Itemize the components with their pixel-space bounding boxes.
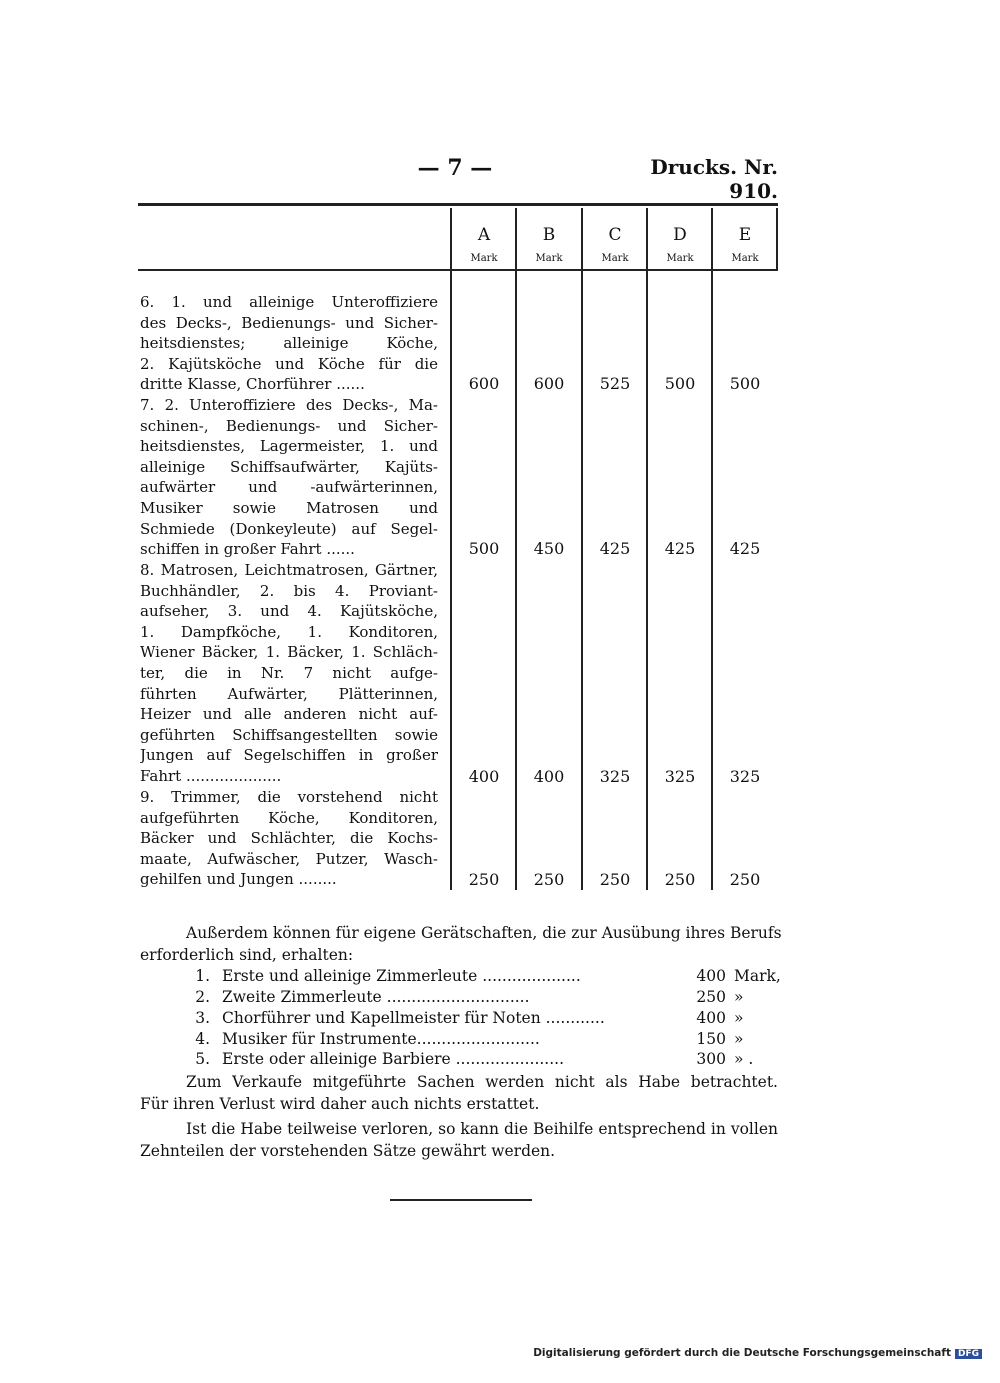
tool-allowance-item	[190, 1029, 778, 1050]
entry-line: des Decks-, Bedienungs- und Sicher-	[140, 313, 438, 332]
table-row-7-label	[140, 395, 438, 560]
entry-line: schinen-, Bedienungs- und Sicher-	[140, 416, 438, 435]
tools-intro-paragraph	[140, 922, 782, 966]
table-cell: 250	[729, 870, 761, 889]
column-unit: Mark	[731, 253, 759, 264]
table-cell: 425	[599, 539, 631, 558]
item-unit: »	[734, 1009, 744, 1027]
column-letter: B	[542, 225, 556, 245]
table-cell: 600	[533, 374, 565, 393]
table-cell: 325	[664, 767, 696, 786]
item-number: 4.	[195, 1030, 210, 1048]
column-header-d	[647, 225, 713, 264]
table-row-6-label	[140, 292, 438, 395]
paragraph-line: Zum Verkaufe mitgeführte Sachen werden nicht als Habe betrachtet.	[186, 1073, 778, 1091]
column-unit: Mark	[601, 253, 629, 264]
entry-line: Musiker sowie Matrosen und	[140, 498, 438, 517]
entry-line: Buchhändler, 2. bis 4. Proviant-	[140, 581, 438, 600]
table-cell: 250	[468, 870, 500, 889]
table-head-rule	[138, 269, 778, 271]
entry-line: 1. Dampfköche, 1. Konditoren,	[140, 622, 438, 641]
table-cell: 250	[599, 870, 631, 889]
entry-line: Bäcker und Schlächter, die Kochs-	[140, 829, 438, 848]
sale-note-paragraph	[140, 1071, 778, 1115]
item-amount: 300	[696, 1050, 726, 1068]
table-cell: 425	[729, 539, 761, 558]
item-number: 5.	[195, 1050, 210, 1068]
entry-line: dritte Klasse, Chorführer ......	[140, 375, 365, 394]
partial-loss-paragraph	[140, 1118, 778, 1162]
item-amount: 150	[696, 1030, 726, 1048]
entry-line: Wiener Bäcker, 1. Bäcker, 1. Schläch-	[140, 643, 438, 662]
column-header-a	[451, 225, 517, 264]
entry-line: heitsdienstes, Lagermeister, 1. und	[140, 437, 438, 456]
item-amount: 250	[696, 988, 726, 1006]
column-unit: Mark	[535, 253, 563, 264]
table-cell: 500	[468, 539, 500, 558]
table-top-rule	[138, 203, 778, 206]
entry-line: schiffen in großer Fahrt ......	[140, 540, 355, 559]
entry-line: maate, Aufwäscher, Putzer, Wasch-	[140, 849, 438, 868]
item-label: Zweite Zimmerleute .............................	[222, 988, 530, 1006]
column-letter: C	[608, 225, 622, 245]
page-number: — 7 —	[417, 155, 493, 181]
item-number: 3.	[195, 1009, 210, 1027]
entry-line: aufgeführten Köche, Konditoren,	[140, 808, 438, 827]
table-cell: 425	[664, 539, 696, 558]
item-amount: 400	[696, 967, 726, 985]
entry-line: 8. Matrosen, Leichtmatrosen, Gärtner,	[140, 561, 438, 579]
entry-line: ter, die in Nr. 7 nicht aufge-	[140, 663, 438, 682]
entry-line: 9. Trimmer, die vorstehend nicht	[140, 788, 438, 806]
paragraph-line: Ist die Habe teilweise verloren, so kann die Beihilfe entsprechend in vollen	[186, 1120, 778, 1138]
item-label: Chorführer und Kapellmeister für Noten ............	[222, 1009, 605, 1027]
tool-allowance-item	[190, 1049, 778, 1070]
entry-line: 2. Kajütsköche und Köche für die	[140, 354, 438, 373]
table-cell: 400	[533, 767, 565, 786]
column-unit: Mark	[666, 253, 694, 264]
closing-rule	[390, 1199, 532, 1201]
entry-line: heitsdienstes; alleinige Köche,	[140, 334, 438, 353]
entry-line: geführten Schiffsangestellten sowie	[140, 725, 438, 744]
table-cell: 500	[729, 374, 761, 393]
tool-allowance-item	[190, 1008, 778, 1029]
paragraph-line: erforderlich sind, erhalten:	[140, 946, 354, 964]
entry-line: gehilfen und Jungen ........	[140, 870, 337, 889]
paragraph-line: Für ihren Verlust wird daher auch nichts erstattet.	[140, 1095, 540, 1113]
entry-line: Fahrt ....................	[140, 766, 282, 785]
paragraph-line: Zehnteilen der vorstehenden Sätze gewährt werden.	[140, 1142, 556, 1160]
table-row-8-label	[140, 560, 438, 787]
table-row-9-label	[140, 787, 438, 890]
table-cell: 450	[533, 539, 565, 558]
entry-line: aufwärter und -aufwärterinnen,	[140, 478, 438, 497]
table-cell: 500	[664, 374, 696, 393]
item-amount: 400	[696, 1009, 726, 1027]
tool-allowance-item	[190, 987, 778, 1008]
funding-note	[533, 1347, 982, 1359]
entry-line: aufseher, 3. und 4. Kajütsköche,	[140, 602, 438, 621]
item-label: Erste oder alleinige Barbiere ......................	[222, 1050, 565, 1068]
item-label: Erste und alleinige Zimmerleute ....................	[222, 967, 581, 985]
column-letter: A	[477, 225, 491, 245]
item-unit: Mark,	[734, 967, 781, 985]
entry-line: Schmiede (Donkeyleute) auf Segel-	[140, 519, 438, 538]
column-letter: E	[738, 225, 752, 245]
column-unit: Mark	[470, 253, 498, 264]
item-label: Musiker für Instrumente.........................	[222, 1030, 540, 1048]
dfg-logo: DFG	[955, 1349, 982, 1359]
paragraph-line: Außerdem können für eigene Gerätschaften, die zur Ausübung ihres Berufs	[186, 924, 782, 942]
entry-line: Heizer und alle anderen nicht auf-	[140, 705, 438, 724]
entry-line: Jungen auf Segelschiffen in großer	[140, 746, 438, 765]
item-number: 2.	[195, 988, 210, 1006]
column-header-b	[516, 225, 582, 264]
table-cell: 600	[468, 374, 500, 393]
table-cell: 250	[664, 870, 696, 889]
entry-line: 6. 1. und alleinige Unteroffiziere	[140, 293, 438, 311]
table-cell: 400	[468, 767, 500, 786]
table-cell: 325	[729, 767, 761, 786]
column-header-c	[582, 225, 648, 264]
item-unit: » .	[734, 1050, 754, 1068]
funding-text: Digitalisierung gefördert durch die Deutsche Forschungsgemeinschaft	[533, 1347, 951, 1359]
table-cell: 325	[599, 767, 631, 786]
entry-line: 7. 2. Unteroffiziere des Decks-, Ma-	[140, 396, 438, 414]
item-number: 1.	[195, 967, 210, 985]
table-cell: 250	[533, 870, 565, 889]
table-cell: 525	[599, 374, 631, 393]
document-reference: Drucks. Nr. 910.	[650, 155, 778, 203]
entry-line: führten Aufwärter, Plätterinnen,	[140, 684, 438, 703]
column-header-e	[712, 225, 778, 264]
item-unit: »	[734, 988, 744, 1006]
tool-allowance-item	[190, 966, 781, 987]
entry-line: alleinige Schiffsaufwärter, Kajüts-	[140, 457, 438, 476]
column-letter: D	[673, 225, 687, 245]
item-unit: »	[734, 1030, 744, 1048]
